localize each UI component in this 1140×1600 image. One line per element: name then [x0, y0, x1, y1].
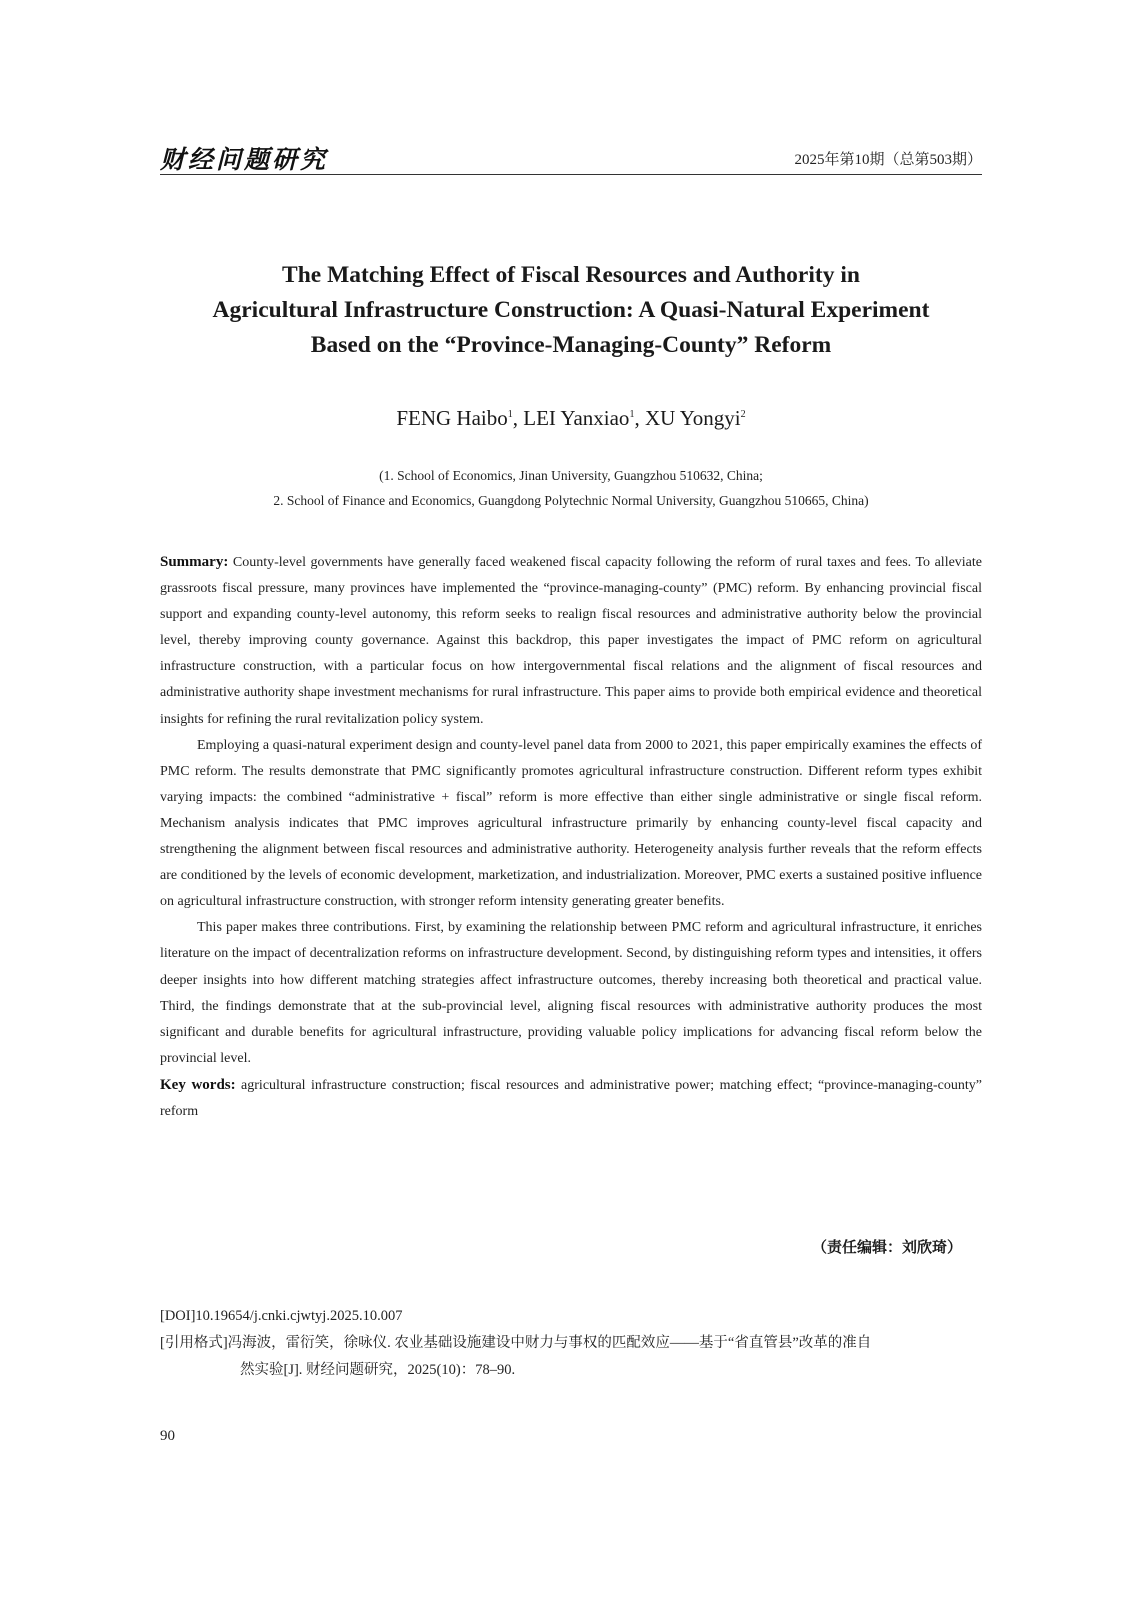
affiliation-marker: 1 [507, 409, 513, 420]
reference-block [160, 1303, 982, 1384]
summary-label: Summary: [160, 554, 229, 570]
title-line: The Matching Effect of Fiscal Resources and Authority in [282, 262, 860, 288]
author-name: FENG Haibo [396, 406, 508, 430]
citation-line: [引用格式]冯海波，雷衍笑，徐咏仪. 农业基础设施建设中财力与事权的匹配效应——基于“省直管县”改革的准自 [160, 1335, 872, 1351]
affiliation-marker: 1 [629, 409, 635, 420]
running-header [160, 140, 982, 175]
keywords-text: agricultural infrastructure construction; fiscal resources and administrative power; matching effect; “province-managing-county” reform [160, 1077, 982, 1119]
title-line: Based on the “Province-Managing-County” Reform [310, 332, 832, 358]
title-line: Agricultural Infrastructure Construction: A Quasi-Natural Experiment [212, 297, 930, 323]
issue-info: 2025年第10期（总第503期） [794, 152, 982, 168]
keywords [160, 1072, 982, 1125]
doi: [DOI]10.19654/j.cnki.cjwtyj.2025.10.007 [160, 1308, 403, 1324]
author-list: FENG Haibo$^1$, LEI Yanxiao$^1$, XU Yongyi$^2$ [396, 406, 746, 430]
page-number: 90 [160, 1428, 175, 1444]
responsible-editor: （责任编辑：刘欣琦） [811, 1238, 962, 1256]
summary-paragraph [160, 549, 982, 733]
affiliation-line: (1. School of Economics, Jinan University, Guangzhou 510632, China; [379, 468, 763, 483]
affiliation-marker: 2 [740, 409, 746, 420]
summary-section [160, 549, 982, 1125]
keywords-label: Key words: [160, 1076, 236, 1093]
summary-paragraph: This paper makes three contributions. First, by examining the relationship between PMC reform and agricultural infrastructure, it enriches literature on the impact of decentralization reforms on infrastructure development. Second, by distinguishing reform types and intensities, it offers deeper insights into how different matching strategies affect infrastructure outcomes, thereby increasing both theoretical and practical value. Third, the findings demonstrate that at the sub-provincial level, aligning fiscal resources with administrative authority produces the most significant and durable benefits for agricultural infrastructure, providing valuable policy implications for advancing fiscal reform below the provincial level. [160, 920, 982, 1066]
paper-title [140, 258, 1002, 363]
citation-line: 然实验[J]. 财经问题研究，2025(10)：78–90. [240, 1362, 516, 1378]
summary-paragraph: Employing a quasi-natural experiment design and county-level panel data from 2000 to 2021, this paper empirically examines the effects of PMC reform. The results demonstrate that PMC significantly promotes agricultural infrastructure construction. Different reform types exhibit varying impacts: the combined “administrative + fiscal” reform is more effective than either single administrative or single fiscal reform. Mechanism analysis indicates that PMC improves agricultural infrastructure primarily by enhancing county-level fiscal capacity and strengthening the alignment between fiscal resources and administrative authority. Heterogeneity analysis further reveals that the reform effects are conditioned by the levels of economic development, marketization, and industrialization. Moreover, PMC exerts a sustained positive influence on agricultural infrastructure construction, with stronger reform intensity generating greater benefits. [160, 737, 982, 910]
summary-text: County-level governments have generally faced weakened fiscal capacity following the reform of rural taxes and fees. To alleviate grassroots fiscal pressure, many provinces have implemented the “province-managing-county” (PMC) reform. By enhancing provincial fiscal support and expanding county-level autonomy, this reform seeks to realign fiscal resources and administrative authority below the provincial level, thereby improving county governance. Against this backdrop, this paper investigates the impact of PMC reform on agricultural infrastructure construction, with a particular focus on how intergovernmental fiscal relations and the alignment of fiscal resources and administrative authority shape investment mechanisms for rural infrastructure. This paper aims to provide both empirical evidence and theoretical insights for refining the rural revitalization policy system. [160, 555, 983, 727]
journal-logo: 财经问题研究 [160, 145, 329, 174]
author-name: XU Yongyi [644, 406, 741, 430]
author-name: LEI Yanxiao [523, 406, 630, 430]
affiliation-line: 2. School of Finance and Economics, Guangdong Polytechnic Normal University, Guangzhou 510665, China) [273, 493, 869, 508]
